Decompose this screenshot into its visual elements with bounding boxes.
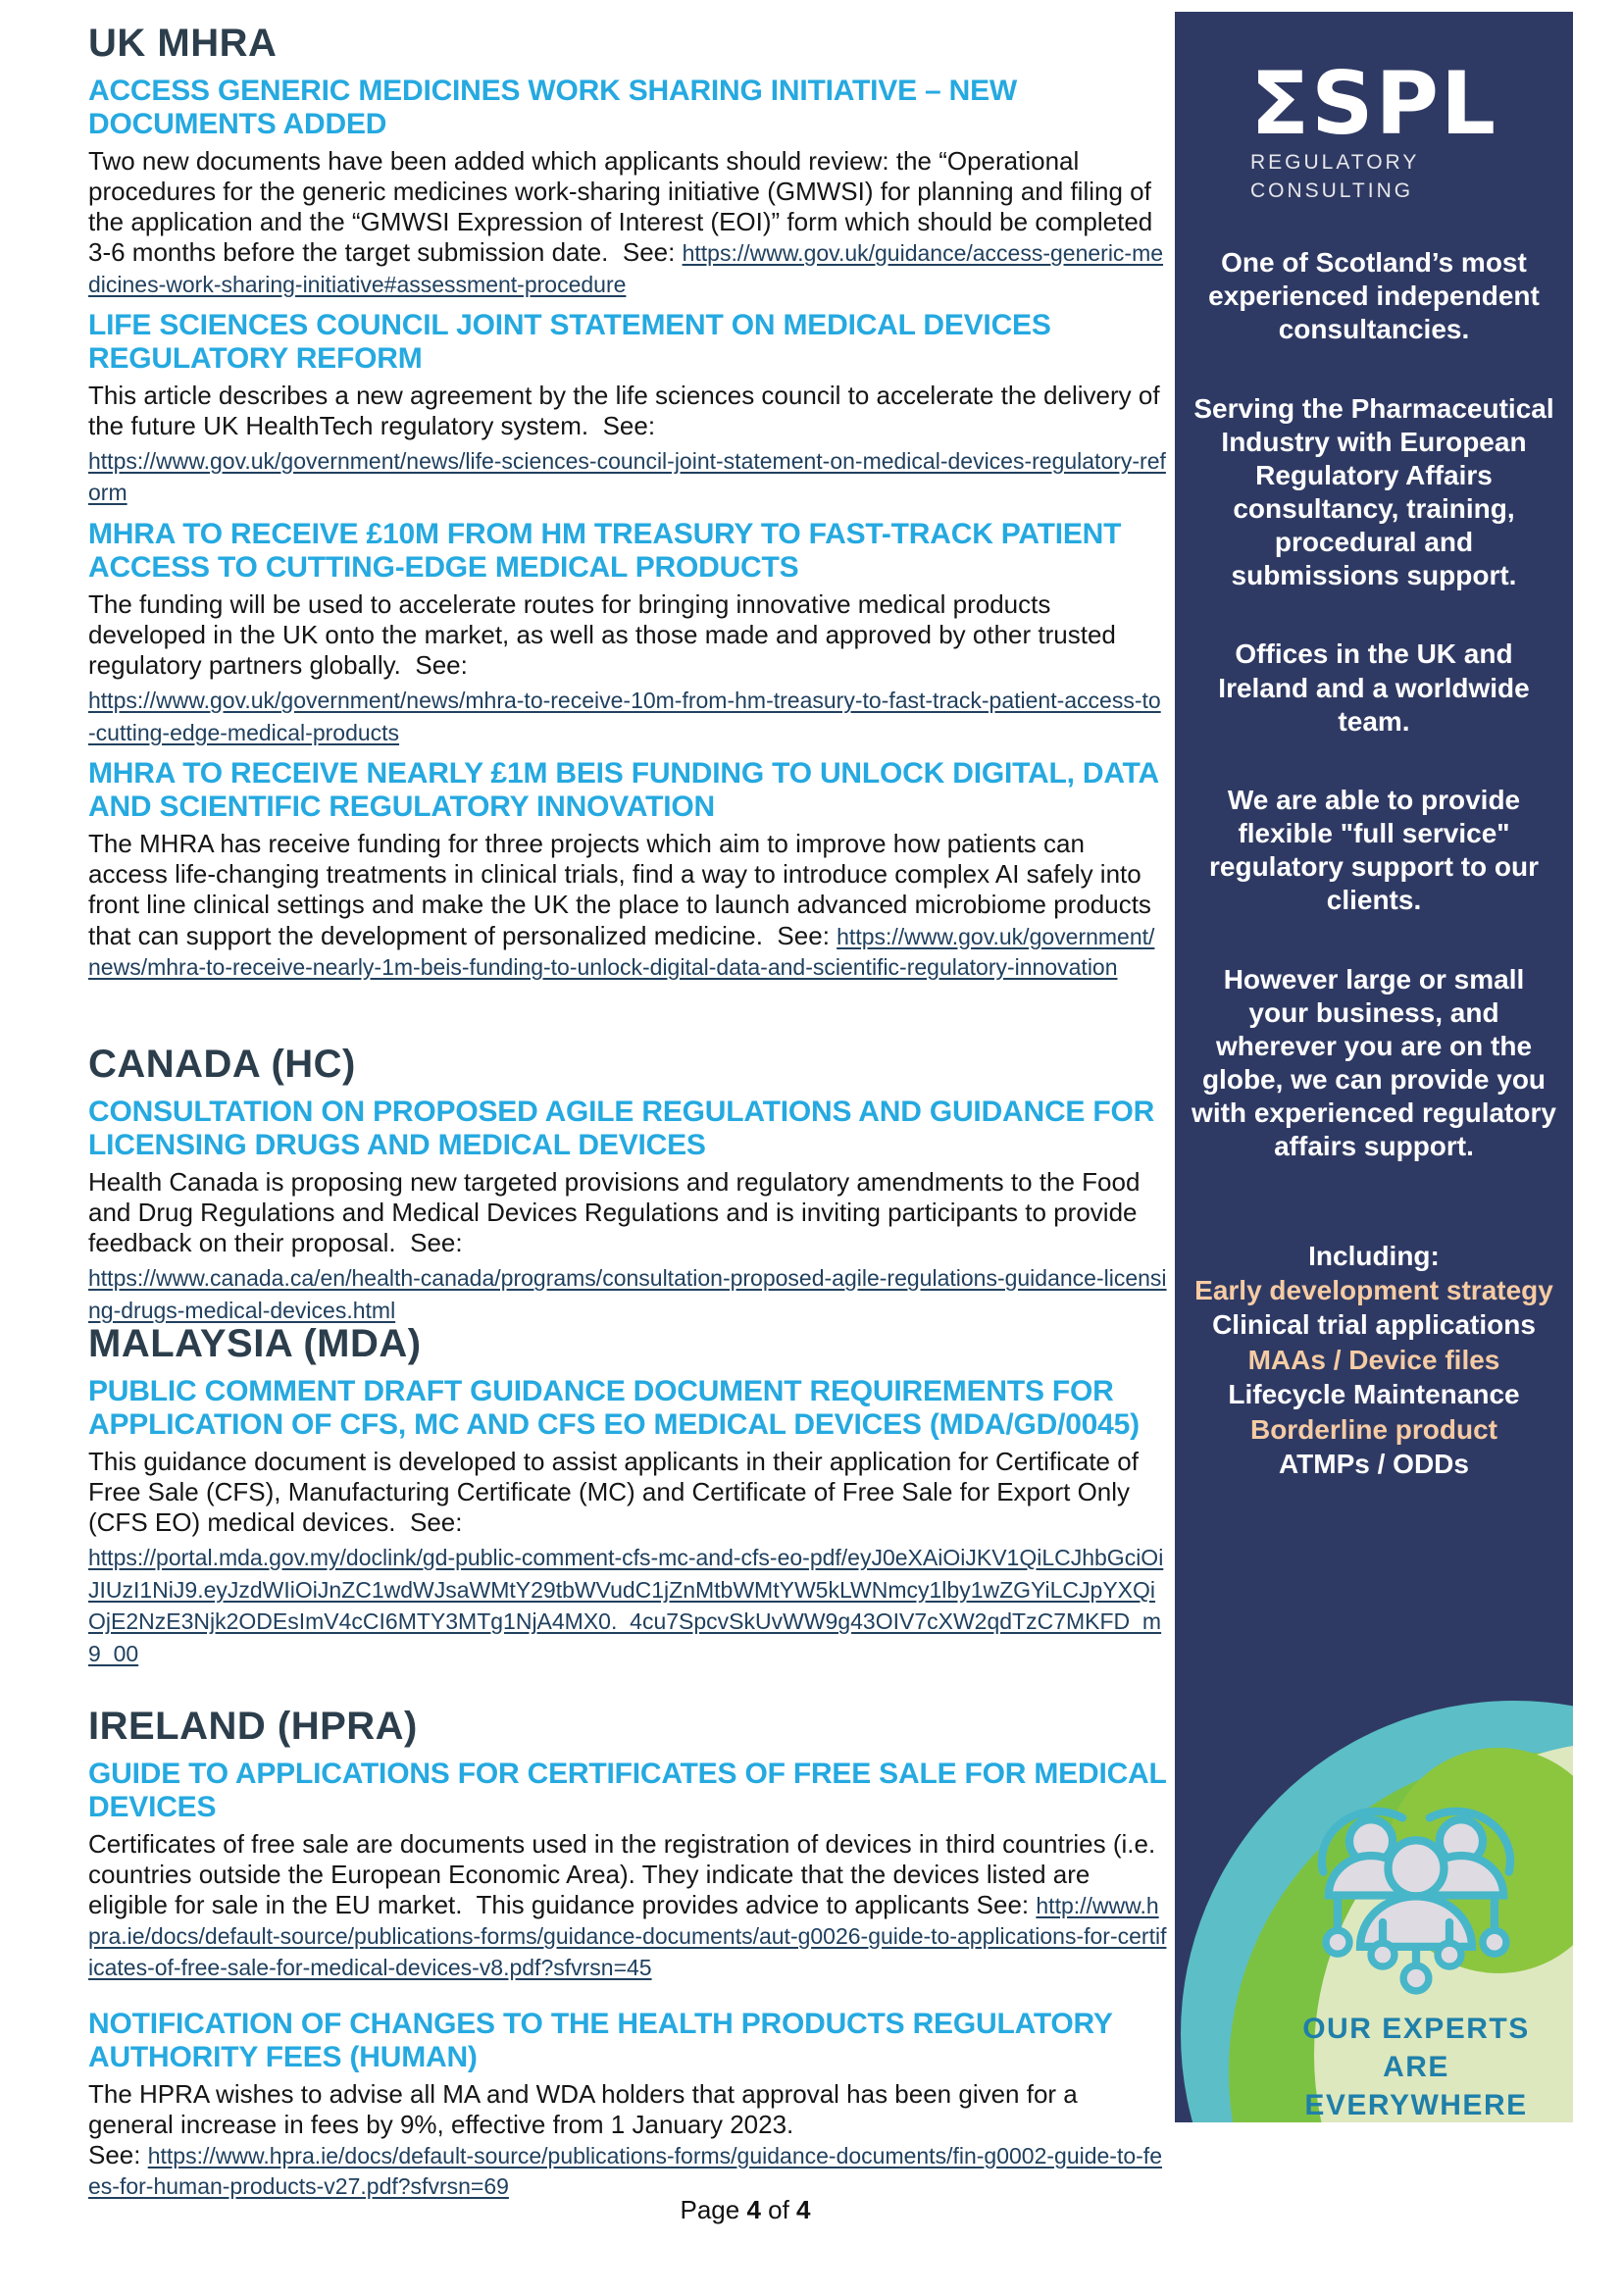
region-title: UK MHRA	[88, 22, 278, 65]
news-article	[88, 757, 1167, 982]
news-article	[88, 1375, 1167, 1668]
article-paragraph	[88, 381, 1167, 441]
sidebar-paragraph: One of Scotland’s most experienced independent consultancies.	[1208, 247, 1540, 345]
espl-logo-mark: ΣSPL	[1249, 53, 1498, 154]
article-link[interactable]: https://www.gov.uk/government/news/life-sciences-council-joint-statement-on-medical-devices-regulatory-reform	[88, 447, 1166, 506]
including-item: Borderline product	[1249, 1413, 1497, 1445]
article-link[interactable]: https://www.gov.uk/government/news/mhra-to-receive-10m-from-hm-treasury-to-fast-track-patient-access-to-cutting-edge-medical-products	[88, 688, 1161, 745]
article-headline: MHRA TO RECEIVE £10M FROM HM TREASURY TO FAST-TRACK PATIENT ACCESS TO CUTTING-EDGE MEDICAL PRODUCTS	[88, 517, 1122, 584]
experts-network-icon	[1303, 1988, 1529, 2005]
page-number-part: Page	[680, 2195, 747, 2224]
article-paragraph	[88, 1167, 1167, 1259]
article-paragraph	[88, 444, 1167, 508]
article-paragraph	[88, 589, 1167, 682]
including-block	[1175, 1239, 1573, 1482]
espl-logo-sub-consulting: CONSULTING	[1249, 179, 1414, 202]
region-section	[88, 1322, 1167, 1676]
page-number-part: 4	[796, 2195, 811, 2224]
article-link[interactable]: https://www.hpra.ie/docs/default-source/publications-forms/guidance-documents/fin-g0002-guide-to-fees-for-human-products-v27.pdf?sfvrsn=69	[88, 2142, 1162, 2200]
news-column	[88, 0, 1167, 2296]
news-article	[88, 309, 1167, 508]
article-body-text: See:	[88, 2139, 148, 2169]
experts-everywhere-block	[1269, 1789, 1563, 2122]
page-number-part: 4	[746, 2195, 761, 2224]
espl-logo-sub-regulatory: REGULATORY	[1249, 151, 1420, 175]
page-number	[206, 2195, 1285, 2225]
article-body-text: This article describes a new agreement by the life sciences council to accelerate the delivery of the future UK HealthTech regulatory system. See:	[88, 380, 1160, 440]
region-section	[88, 1705, 1167, 2201]
espl-sidebar	[1175, 12, 1573, 2122]
article-headline: PUBLIC COMMENT DRAFT GUIDANCE DOCUMENT REQUIREMENTS FOR APPLICATION OF CFS, MC AND CFS EO MEDICAL DEVICES (MDA/GD/0045)	[88, 1375, 1140, 1441]
article-link[interactable]: https://www.gov.uk/government/news/mhra-to-receive-nearly-1m-beis-funding-to-unlock-digital-data-and-scientific-regulatory-innovation	[88, 923, 1155, 980]
page-number-part: of	[760, 2195, 797, 2224]
region-title: MALAYSIA (MDA)	[88, 1322, 422, 1365]
article-headline: CONSULTATION ON PROPOSED AGILE REGULATIONS AND GUIDANCE FOR LICENSING DRUGS AND MEDICAL DEVICES	[88, 1096, 1155, 1161]
including-item: MAAs / Device files	[1247, 1344, 1500, 1375]
article-headline: GUIDE TO APPLICATIONS FOR CERTIFICATES OF FREE SALE FOR MEDICAL DEVICES	[88, 1758, 1167, 1823]
including-item: Early development strategy	[1194, 1274, 1553, 1305]
sidebar-paragraphs	[1175, 246, 1573, 1163]
article-body-text: Health Canada is proposing new targeted provisions and regulatory amendments to the Food and Drug Regulations and Medical Devices Regulations and is inviting participants to provide feedback on their proposal. See:	[88, 1166, 1141, 1258]
news-article	[88, 518, 1167, 747]
news-article	[88, 75, 1167, 299]
region-section	[88, 22, 1167, 982]
article-body-text: This guidance document is developed to assist applicants in their application for Certificate of Free Sale (CFS), Manufacturing Certificate (MC) and Certificate of Free Sale for Export Only (CFS EO) medical devices. See:	[88, 1446, 1139, 1538]
including-item: ATMPs / ODDs	[1279, 1449, 1469, 1480]
article-paragraph	[88, 2079, 1167, 2140]
article-body-text: The funding will be used to accelerate routes for bringing innovative medical products developed in the UK onto the market, as well as those made and approved by other trusted regulatory partners globally. See:	[88, 588, 1116, 681]
article-body-text: Certificates of free sale are documents used in the registration of devices in third countries (i.e. countries outside the European Economic Area). They indicate that the devices listed are eligible for sale in the EU market. This guidance provides advice to applicants See:	[88, 1828, 1156, 1920]
article-paragraph	[88, 146, 1167, 299]
espl-logo	[1175, 53, 1573, 205]
sidebar-paragraph: Serving the Pharmaceutical Industry with European Regulatory Affairs consultancy, training, procedural and submissions support.	[1193, 392, 1554, 591]
article-link[interactable]: http://www.hpra.ie/docs/default-source/publications-forms/guidance-documents/aut-g0026-guide-to-applications-for-certificates-of-free-sale-for-medical-devices-v8.pdf?sfvrsn=45	[88, 1893, 1167, 1980]
news-article	[88, 2008, 1167, 2202]
article-paragraph	[88, 2140, 1167, 2201]
article-paragraph	[88, 829, 1167, 982]
article-paragraph	[88, 1541, 1167, 1668]
region-title: IRELAND (HPRA)	[88, 1705, 418, 1748]
including-item: Lifecycle Maintenance	[1228, 1379, 1520, 1410]
including-item: Clinical trial applications	[1212, 1309, 1536, 1341]
article-paragraph	[88, 1829, 1167, 1982]
region-section	[88, 1043, 1167, 1333]
article-body-text: Two new documents have been added which applicants should review: the “Operational procedures for the generic medicines work-sharing initiative (GMWSI) for planning and filing of the application and the “GMWSI Expression of Interest (EOI)” form which should be completed 3-6 months before the target submission date. See:	[88, 145, 1153, 268]
article-paragraph	[88, 1261, 1167, 1325]
sidebar-paragraph: However large or small your business, and wherever you are on the globe, we can provide you with experienced regulatory affairs support.	[1192, 963, 1556, 1162]
article-link[interactable]: https://www.gov.uk/guidance/access-generic-medicines-work-sharing-initiative#assessment-procedure	[88, 240, 1164, 297]
news-article	[88, 1096, 1167, 1325]
article-paragraph	[88, 1447, 1167, 1539]
article-headline: MHRA TO RECEIVE NEARLY £1M BEIS FUNDING TO UNLOCK DIGITAL, DATA AND SCIENTIFIC REGULATORY INNOVATION	[88, 757, 1158, 824]
including-items	[1175, 1273, 1573, 1482]
article-body-text: The MHRA has receive funding for three projects which aim to improve how patients can access life-changing treatments in clinical trials, find a way to introduce complex AI safely into front line clinical settings and make the UK the place to launch advanced microbiome products that can support the development of personalized medicine. See:	[88, 829, 1151, 950]
article-headline: NOTIFICATION OF CHANGES TO THE HEALTH PRODUCTS REGULATORY AUTHORITY FEES (HUMAN)	[88, 2007, 1113, 2073]
news-article	[88, 1758, 1167, 1982]
sidebar-paragraph: We are able to provide flexible "full service" regulatory support to our clients.	[1209, 784, 1539, 916]
article-link[interactable]: https://portal.mda.gov.my/doclink/gd-public-comment-cfs-mc-and-cfs-eo-pdf/eyJ0eXAiOiJKV1QiLCJhbGciOiJIUzI1NiJ9.eyJzdWIiOiJnZC1wdWJsaWMtY29tbWVudC1jZnMtbWMtYW5kLWNmcy1lby1wZGYiLCJpYXQiOjE2NzE3Njk2ODEsImV4cCI6MTY3MTg1NjA4MX0._4cu7SpcvSkUvWW9g43OIV7cXW2qdTzC7MKFD_m9_00	[88, 1545, 1164, 1666]
article-paragraph	[88, 684, 1167, 747]
article-headline: ACCESS GENERIC MEDICINES WORK SHARING INITIATIVE – NEW DOCUMENTS ADDED	[88, 75, 1018, 140]
sidebar-paragraph: Offices in the UK and Ireland and a worldwide team.	[1218, 638, 1530, 737]
experts-everywhere-text: OUR EXPERTS ARE EVERYWHERE	[1302, 2013, 1530, 2121]
including-label: Including:	[1308, 1240, 1440, 1271]
region-title: CANADA (HC)	[88, 1043, 356, 1086]
article-link[interactable]: https://www.canada.ca/en/health-canada/programs/consultation-proposed-agile-regulations-guidance-licensing-drugs-medical-devices.html	[88, 1265, 1167, 1323]
article-headline: LIFE SCIENCES COUNCIL JOINT STATEMENT ON MEDICAL DEVICES REGULATORY REFORM	[88, 308, 1051, 375]
article-body-text: The HPRA wishes to advise all MA and WDA holders that approval has been given for a general increase in fees by 9%, effective from 1 January 2023.	[88, 2078, 1078, 2139]
